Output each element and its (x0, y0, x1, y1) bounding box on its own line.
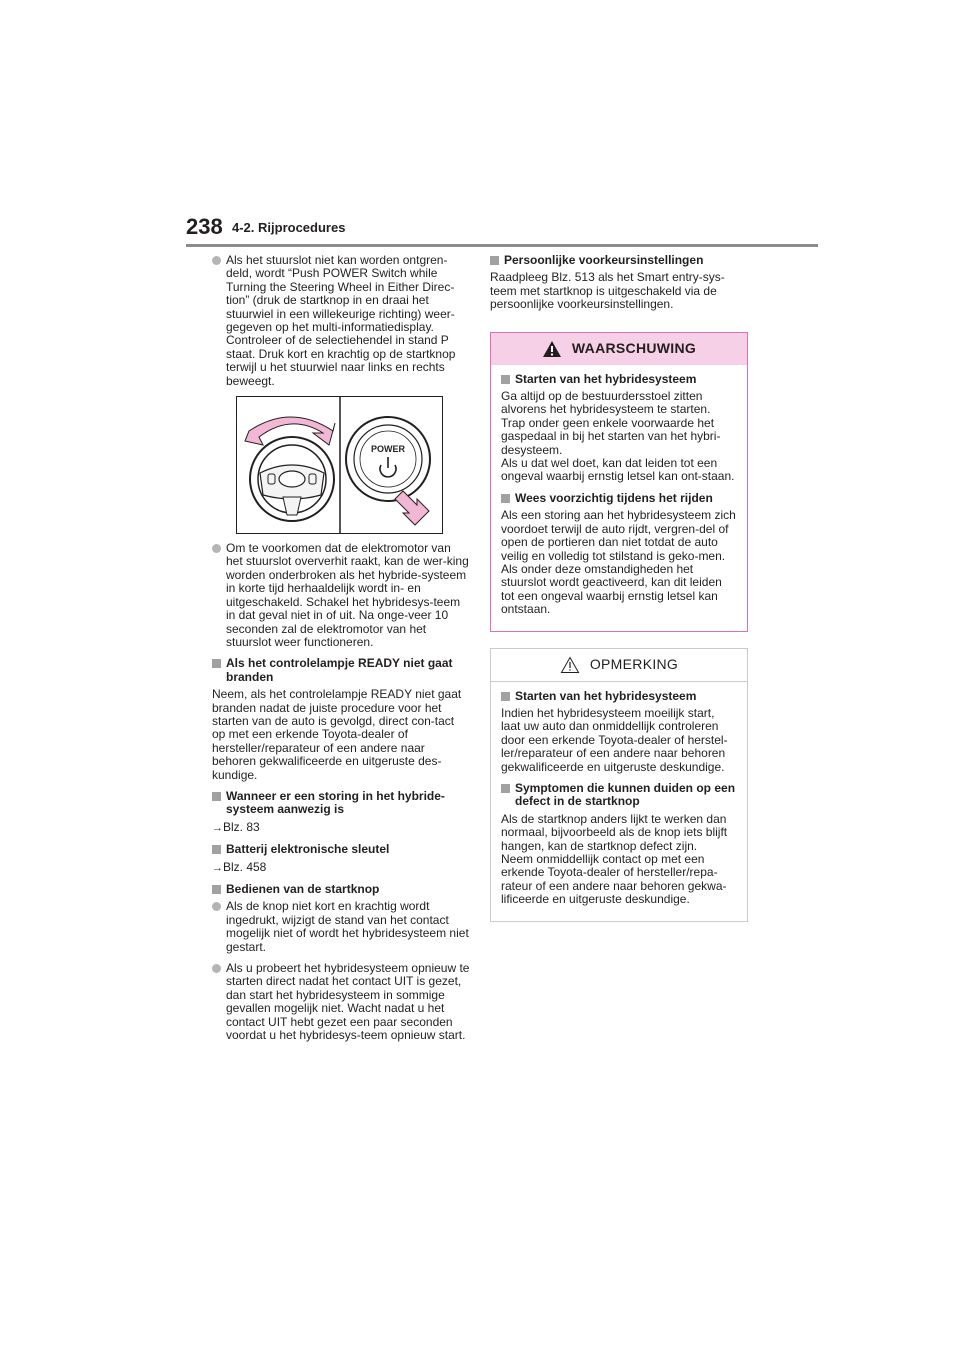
note-para-symptoms: Als de startknop anders lijkt te werken dan normaal, bijvoorbeeld als de knop iets blijft hangen, kan de startknop defect zijn. (501, 811, 728, 853)
note-header (491, 649, 747, 682)
bullet-motor-overheat: Om te voorkomen dat de elektromotor van het stuurslot oververhit raakt, kan de wer-king worden onderbroken als het hybride-systeem in korte tijd herhaaldelijk wordt in- en uitgeschakeld. Schakel het hybridesys-teem in dat geval niet in of uit. Na onge-veer 10 seconden zal de elektromotor van het stuurslot weer functioneren. (212, 542, 470, 649)
steering-power-illustration (236, 396, 443, 534)
warning-heading-driving: Wees voorzichtig tijdens het rijden (501, 492, 737, 505)
note-heading-start: Starten van het hybridesysteem (501, 690, 737, 703)
ref-key-battery[interactable]: →Blz. 458 (212, 859, 267, 874)
power-label: POWER (370, 444, 406, 455)
warning-para-start: Ga altijd op de bestuurdersstoel zitten alvorens het hybridesysteem te starten. Trap onder geen enkele voorwaarde het gaspedaal in bij het starten van het hybri-desysteem. (501, 389, 721, 457)
bullet-press-firmly: Als de knop niet kort en krachtig wordt ingedrukt, wijzigt de stand van het contact mogelijk niet of wordt het hybridesysteem niet gestart. (212, 900, 470, 954)
bullet-steering-lock: Als het stuurslot niet kan worden ontgren-deld, wordt “Push POWER Switch while Turning the Steering Wheel in Either Direc-tion” (druk de startknop in en draai het stuurwiel in een willekeurige richting) weer-gegeven op het multi-informatiedisplay. Controleer of de selectiehendel in stand P staat. Druk kort en krachtig op de startknop terwijl u het stuurwiel naar links en rechts beweegt. (212, 254, 470, 388)
note-heading-symptoms: Symptomen die kunnen duiden op een defect in de startknop (501, 782, 737, 809)
left-column (212, 254, 470, 1050)
heading-operate-switch: Bedienen van de startknop (212, 883, 470, 896)
steering-wheel-power-switch-image (237, 397, 442, 533)
warning-para-driving: Als een storing aan het hybridesysteem zich voordoet terwijl de auto rijdt, vergren-del of open de portieren dan niet totdat de auto veilig en volledig tot stilstand is geko-men. Als onder deze omstandigheden het stuurslot wordt geactiveerd, kan dit leiden tot een ongeval waarbij ernstig letsel kan ontstaan. (501, 508, 736, 617)
note-para-start: Indien het hybridesysteem moeilijk start, laat uw auto dan onmiddellijk controleren door een erkende Toyota-dealer of herstel-ler/reparateur of een andere naar behoren gekwalificeerde en uitgeruste deskundige. (501, 705, 728, 774)
power-switch-icon (346, 417, 430, 501)
para-personal-settings: Raadpleeg Blz. 513 als het Smart entry-sys-teem met startknop is uitgeschakeld via de persoonlijke voorkeursinstellingen. (490, 270, 725, 312)
right-column (490, 254, 748, 938)
warning-title: WAARSCHUWING (571, 339, 697, 356)
heading-personal-settings: Persoonlijke voorkeursinstellingen (490, 254, 748, 267)
heading-hybrid-fault: Wanneer er een storing in het hybride-systeem aanwezig is (212, 790, 470, 817)
bullet-restart: Als u probeert het hybridesysteem opnieuw te starten direct nadat het contact UIT is gezet, dan start het hybridesysteem in sommige gevallen mogelijk niet. Wacht nadat u het contact UIT hebt gezet een paar seconden voordat u het hybridesys-teem opnieuw start. (212, 962, 470, 1042)
arrow-icon: → (212, 861, 223, 874)
press-arrow-icon (395, 491, 429, 525)
heading-key-battery: Batterij elektronische sleutel (212, 843, 470, 856)
ref-hybrid-fault[interactable]: →Blz. 83 (212, 819, 260, 834)
warning-triangle-icon (542, 340, 562, 358)
note-box (490, 648, 748, 922)
heading-ready-lamp: Als het controlelampje READY niet gaat branden (212, 657, 470, 684)
note-para-contact: Neem onmiddellijk contact op met een erkende Toyota-dealer of hersteller/repa-rateur of een andere naar behoren gekwa-lificeerde en uitgeruste deskundige. (501, 852, 727, 907)
note-title: OPMERKING (589, 655, 679, 672)
para-ready-lamp: Neem, als het controlelampje READY niet gaat branden nadat de juiste procedure voor het starten van de auto is gevolgd, direct con-tact op met een erkende Toyota-dealer of hersteller/reparateur of een andere naar behoren gekwalificeerde en uitgeruste des-kundige. (212, 687, 462, 782)
warning-para-start-consequence: Als u dat wel doet, kan dat leiden tot een ongeval waarbij ernstig letsel kan ont-staan. (501, 456, 735, 484)
warning-heading-start: Starten van het hybridesysteem (501, 373, 737, 386)
steering-wheel-icon (250, 437, 334, 521)
page-number: 238 (186, 214, 223, 239)
section-title: 4-2. Rijprocedures (232, 220, 346, 235)
arrow-icon: → (212, 821, 223, 834)
warning-header (491, 333, 747, 365)
header-rule (186, 244, 818, 247)
warning-box (490, 332, 748, 632)
notice-triangle-icon (560, 656, 580, 674)
